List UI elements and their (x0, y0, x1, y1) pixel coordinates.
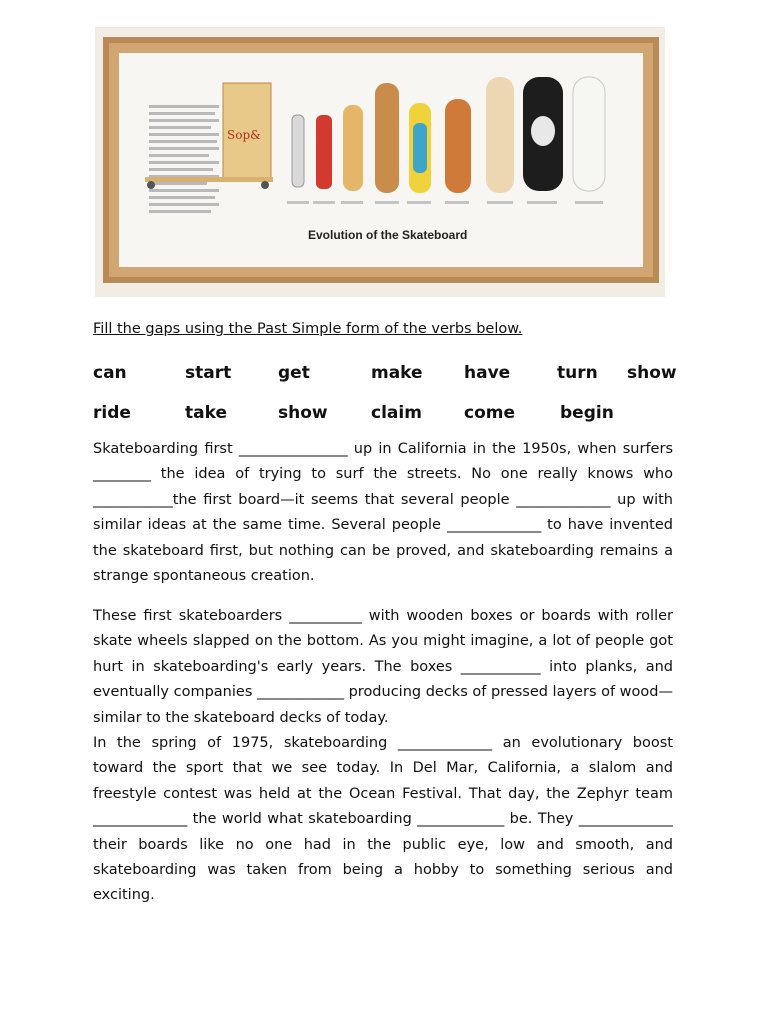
exercise-paragraph-1: Skateboarding first _______________ up in California in the 1950s, when surfers ________ the idea of trying to surf the streets. No one really knows who ___________the first board—it seems that several people _____________ up with similar ideas at the same time. Several people _____________ to have invented the skateboard first, but nothing can be proved, and skateboarding remains a strange spontaneous creation. (93, 441, 673, 585)
skateboard-4 (375, 83, 399, 193)
exercise-paragraph-3: In the spring of 1975, skateboarding _____________ an evolutionary boost toward the sport that we see today. In Del Mar, California, a slalom and freestyle contest was held at the Ocean Festival. That day, the Zephyr team _____________ the world what skateboarding ____________ be. They _____________ their boards like no one had in the public eye, low and smooth, and skateboarding was taken from being a hobby to something serious and exciting. (93, 735, 673, 904)
verb: show (627, 363, 677, 383)
verb: have (464, 363, 511, 383)
verb: ride (93, 403, 131, 423)
board-logo: Sop& (227, 128, 261, 142)
verb: can (93, 363, 127, 383)
instruction: Fill the gaps using the Past Simple form of the verbs below. (93, 321, 523, 337)
skateboard-9 (573, 77, 605, 191)
skateboard-3 (343, 105, 363, 191)
verb: begin (560, 403, 614, 423)
verb: take (185, 403, 227, 423)
framed-display-illustration (95, 27, 665, 297)
verb: turn (557, 363, 598, 383)
verb: get (278, 363, 310, 383)
skateboard-2 (316, 115, 332, 189)
verb-list-row-2 (93, 403, 673, 427)
skateboard-6 (445, 99, 471, 193)
verb-list-row-1 (93, 363, 677, 387)
skateboard-evolution-photo (95, 27, 665, 297)
verb: start (185, 363, 232, 383)
verb: make (371, 363, 423, 383)
skateboard-1 (292, 115, 304, 187)
photo-caption: Evolution of the Skateboard (308, 228, 468, 242)
skateboard-7 (486, 77, 514, 193)
exercise-paragraph-2: These first skateboarders __________ with wooden boxes or boards with roller skate wheels slapped on the bottom. As you might imagine, a lot of people got hurt in skateboarding's early years. The boxes ___________ into planks, and eventually companies ____________ producing decks of pressed layers of wood—similar to the skateboard decks of today. (93, 608, 673, 726)
verb: come (464, 403, 515, 423)
verb: claim (371, 403, 422, 423)
verb: show (278, 403, 328, 423)
